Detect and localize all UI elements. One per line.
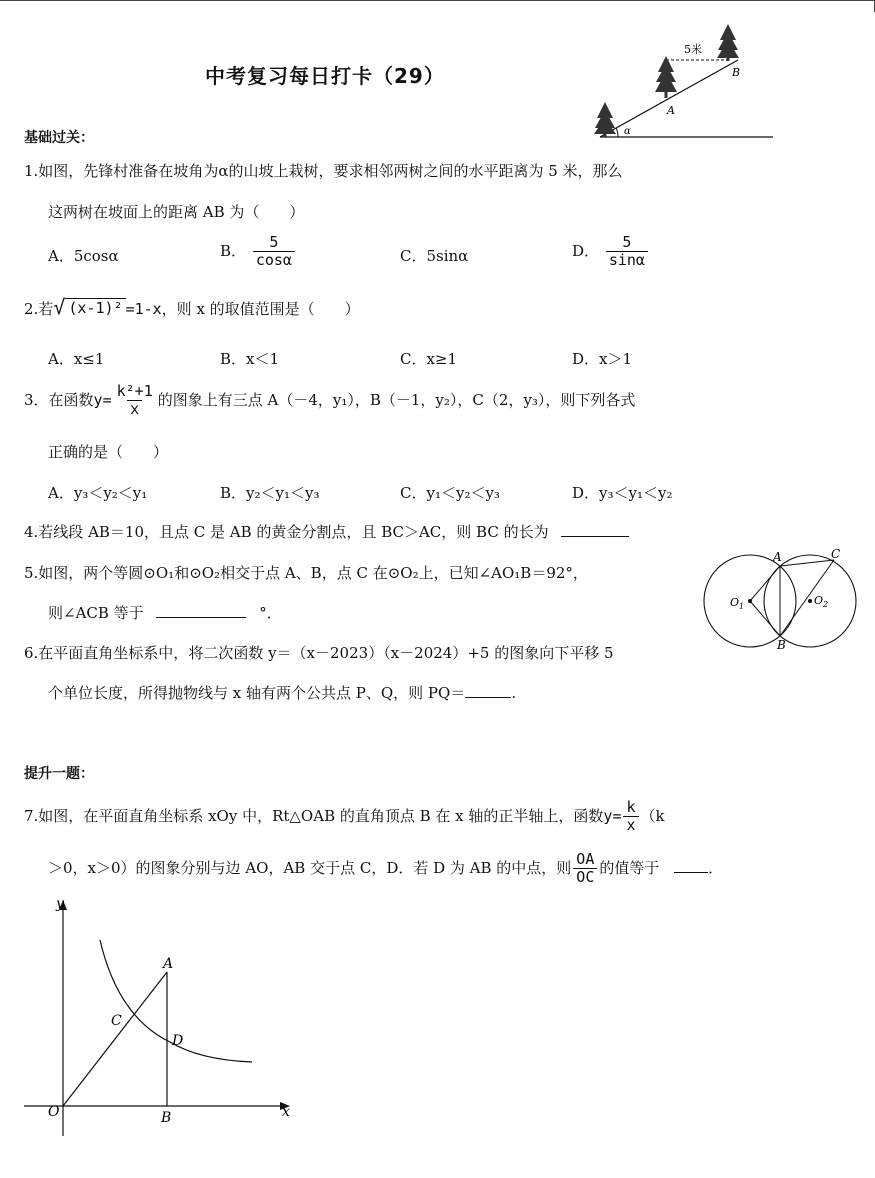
q2-option-a: A．x≤1 <box>48 350 105 368</box>
tree-icon <box>594 102 616 137</box>
q5-line1: 5.如图，两个等圆⊙O₁和⊙O₂相交于点 A、B，点 C 在⊙O₂上，已知∠AO₁B＝92°， <box>24 564 588 582</box>
q1-option-b <box>220 234 297 270</box>
point-b-label: B <box>732 66 741 79</box>
q7-line2-suffix: 的值等于 <box>599 858 660 877</box>
q6-line2-text: 个单位长度，所得抛物线与 x 轴有两个公共点 P、Q，则 PQ＝ <box>48 684 466 702</box>
q1-option-b-denominator: cosα <box>253 251 295 269</box>
q1-option-d <box>572 234 650 270</box>
q2-radicand: (x-1)² <box>65 298 125 317</box>
q2-suffix: ，则 x 的取值范围是（ ） <box>161 300 360 318</box>
q2-option-b: B．x＜1 <box>220 350 280 368</box>
q3-option-a: A．y₃＜y₂＜y₁ <box>48 484 148 502</box>
center-o1-dot <box>748 599 752 603</box>
segment-bc <box>780 560 834 636</box>
point-b-label: B <box>777 638 786 652</box>
q1-option-b-numerator: 5 <box>269 233 279 251</box>
q3-func-denominator: x <box>127 400 142 418</box>
q3-option-d: D．y₃＜y₁＜y₂ <box>572 484 673 502</box>
q1-option-c: C．5sinα <box>400 247 469 265</box>
q7-func-numerator: k <box>626 798 636 816</box>
q2-sqrt <box>53 297 125 317</box>
section-heading-basic: 基础过关： <box>24 130 94 146</box>
q5-line2-suffix: °． <box>259 604 282 622</box>
q1-option-d-numerator: 5 <box>622 233 632 251</box>
q3-func-numerator: k²+1 <box>116 382 153 400</box>
sqrt-sign-icon: √ <box>53 295 66 319</box>
point-d-label: D <box>172 1033 184 1049</box>
q3-func-lhs: y= <box>93 390 112 409</box>
q1-line2: 这两树在坡面上的距离 AB 为（ ） <box>48 203 305 221</box>
origin-label: O <box>48 1104 60 1120</box>
q7-line2-prefix: ＞0，x＞0）的图象分别与边 AO，AB 交于点 C，D．若 D 为 AB 的中点，则 <box>48 858 572 877</box>
intersecting-circles-figure <box>700 545 865 657</box>
q4-answer-blank <box>561 522 629 537</box>
q2-option-d: D．x＞1 <box>572 350 633 368</box>
q6-line1: 6.在平面直角坐标系中，将二次函数 y＝（x－2023）（x－2024）+5 的图象向下平移 5 <box>24 644 614 662</box>
q7-line1-suffix: （k <box>640 806 665 825</box>
q2-prefix: 2.若 <box>24 300 54 318</box>
q5-line2-prefix: 则∠ACB 等于 <box>48 604 144 622</box>
o2-label: $O_2$ <box>814 594 829 609</box>
q7-ratio-numerator: OA <box>576 850 595 868</box>
q1-option-a: A．5cosα <box>48 247 119 265</box>
o1-label: $O_1$ <box>730 596 745 611</box>
q4-stem <box>24 521 629 542</box>
q2-rhs: =1-x <box>125 300 162 318</box>
coordinate-graph-figure <box>20 892 305 1142</box>
angle-arc <box>616 128 618 137</box>
x-axis-label: x <box>282 1104 290 1120</box>
point-a-label: A <box>667 104 675 117</box>
tree-icon <box>655 56 677 98</box>
point-a-label: A <box>163 956 174 972</box>
segment-oa <box>63 972 167 1106</box>
point-c-label: C <box>111 1013 122 1029</box>
q1-line1: 1.如图，先锋村准备在坡角为α的山坡上栽树，要求相邻两树之间的水平距离为 5 米，那么 <box>24 162 623 180</box>
q6-line2 <box>48 682 516 703</box>
point-a-label: A <box>773 550 782 564</box>
q2-option-c: C．x≥1 <box>400 350 458 368</box>
segment-o1a <box>750 566 780 601</box>
page-top-border <box>0 0 875 1</box>
q6-answer-blank <box>465 683 511 698</box>
q6-line2-end: . <box>511 684 517 702</box>
q7-line2-end: ． <box>708 858 724 877</box>
y-axis-label: y <box>56 896 64 912</box>
slope-tree-figure <box>588 22 778 142</box>
q7-line1 <box>24 799 665 835</box>
q4-text: 4.若线段 AB＝10，且点 C 是 AB 的黄金分割点，且 BC＞AC，则 BC 的长为 <box>24 523 549 541</box>
q3-suffix: 的图象上有三点 A（－4，y₁），B（－1，y₂），C（2，y₃），则下列各式 <box>157 390 636 409</box>
alpha-label: α <box>624 126 631 137</box>
q3-option-c: C．y₁＜y₂＜y₃ <box>400 484 500 502</box>
q3-option-b: B．y₂＜y₁＜y₃ <box>220 484 320 502</box>
q7-func-lhs: y= <box>603 806 622 825</box>
q5-line2 <box>48 602 282 623</box>
q3-prefix: 3．在函数 <box>24 390 94 409</box>
q1-option-d-label: D． <box>572 241 600 260</box>
q7-line1-prefix: 7.如图，在平面直角坐标系 xOy 中，Rt△OAB 的直角顶点 B 在 x 轴的正半轴上，函数 <box>24 806 604 825</box>
q7-func-denominator: x <box>623 816 638 834</box>
point-c-label: C <box>831 547 841 561</box>
q1-option-d-denominator: sinα <box>606 251 648 269</box>
q5-answer-blank <box>156 603 246 618</box>
q3-line2: 正确的是（ ） <box>48 443 169 461</box>
section-heading-advanced: 提升一题： <box>24 766 94 782</box>
q7-ratio-denominator: OC <box>573 868 597 886</box>
q7-answer-blank <box>674 858 708 873</box>
page-title: 中考复习每日打卡（29） <box>205 64 445 88</box>
q2-stem <box>24 297 360 319</box>
point-b-label: B <box>161 1110 172 1126</box>
center-o2-dot <box>808 599 812 603</box>
q1-option-b-label: B． <box>220 241 247 260</box>
distance-label: 5米 <box>684 43 702 56</box>
q7-line2 <box>48 851 723 887</box>
q3-stem <box>24 383 635 419</box>
tree-icon <box>717 24 739 61</box>
segment-o1b <box>750 601 780 636</box>
